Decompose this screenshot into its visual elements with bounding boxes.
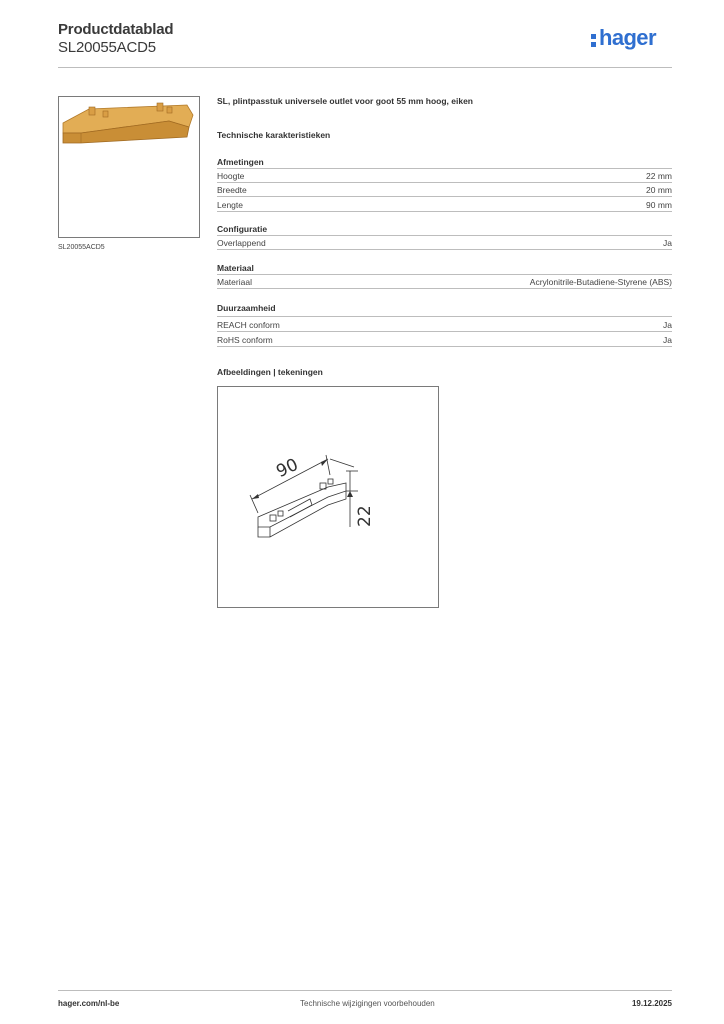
row-divider <box>217 168 672 169</box>
footer-date: 19.12.2025 <box>631 999 672 1008</box>
spec-label: Breedte <box>217 185 247 195</box>
row-divider <box>217 235 672 236</box>
row-divider <box>217 346 672 347</box>
spec-value: 22 mm <box>646 171 672 181</box>
footer-disclaimer: Technische wijzigingen voorbehouden <box>300 999 435 1008</box>
row-divider <box>217 274 672 275</box>
hager-logo <box>590 25 672 54</box>
spec-value: Ja <box>663 320 672 330</box>
technical-drawing-icon <box>218 387 438 607</box>
spec-value: Ja <box>663 238 672 248</box>
logo-dot-icon <box>591 34 596 39</box>
spec-value: 90 mm <box>646 200 672 210</box>
row-divider <box>217 316 672 317</box>
row-divider <box>217 182 672 183</box>
spec-value: Ja <box>663 335 672 345</box>
spec-label: REACH conform <box>217 320 280 330</box>
spec-label: Overlappend <box>217 238 266 248</box>
product-code-heading: SL20055ACD5 <box>58 39 156 56</box>
logo-dot-icon <box>591 42 596 47</box>
spec-label: Lengte <box>217 200 243 210</box>
spec-value: Acrylonitrile-Butadiene-Styrene (ABS) <box>529 277 672 287</box>
section-title-materiaal: Materiaal <box>217 263 254 273</box>
header-divider <box>58 67 672 68</box>
specs-heading: Technische karakteristieken <box>217 130 331 140</box>
footer-url-link[interactable]: hager.com/nl-be <box>58 999 120 1008</box>
spec-value: 20 mm <box>646 185 672 195</box>
logo-text: hager <box>599 25 656 50</box>
product-photo-icon <box>59 97 199 237</box>
row-divider <box>217 288 672 289</box>
dimension-length-label: 90 <box>273 454 302 483</box>
footer-divider <box>58 990 672 991</box>
section-title-afmetingen: Afmetingen <box>217 157 264 167</box>
page-title: Productdatablad <box>58 21 174 38</box>
dimension-height-label: 22 <box>355 505 375 527</box>
row-divider <box>217 249 672 250</box>
section-title-duurzaamheid: Duurzaamheid <box>217 303 276 313</box>
section-title-configuratie: Configuratie <box>217 224 268 234</box>
drawings-heading: Afbeeldingen | tekeningen <box>217 367 323 377</box>
spec-label: Materiaal <box>217 277 252 287</box>
technical-drawing <box>217 386 439 608</box>
spec-label: Hoogte <box>217 171 245 181</box>
row-divider <box>217 331 672 332</box>
product-photo <box>58 96 200 238</box>
row-divider <box>217 196 672 197</box>
spec-label: RoHS conform <box>217 335 273 345</box>
product-description: SL, plintpasstuk universele outlet voor goot 55 mm hoog, eiken <box>217 96 473 106</box>
photo-caption: SL20055ACD5 <box>58 244 105 251</box>
row-divider <box>217 211 672 212</box>
